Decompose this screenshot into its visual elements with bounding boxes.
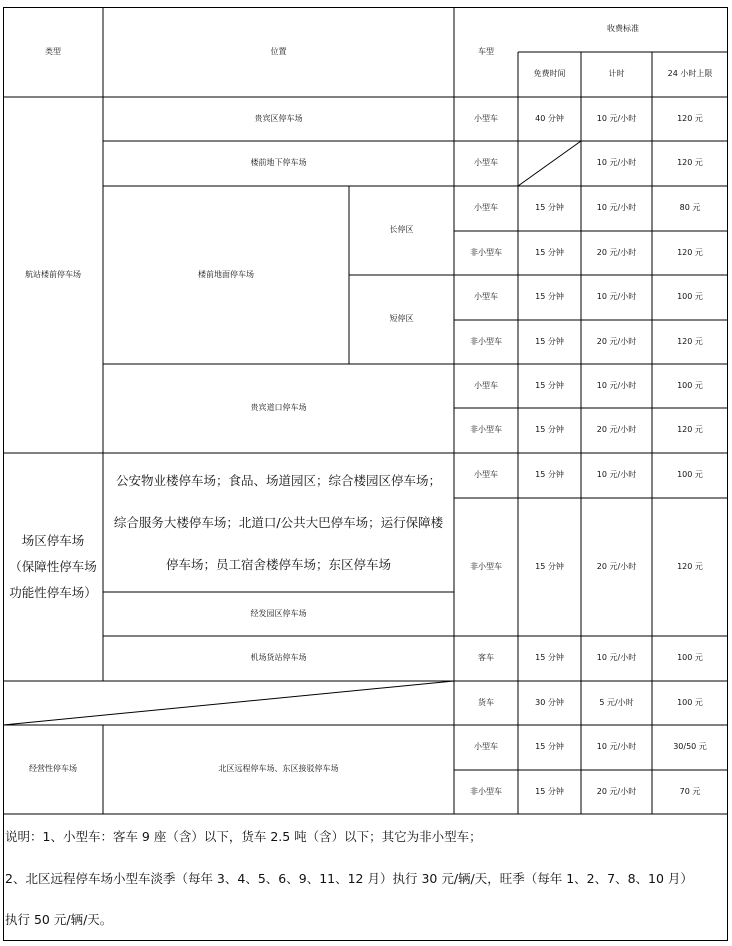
row-vehicle: 小型车 xyxy=(474,113,498,123)
row-vehicle: 小型车 xyxy=(474,158,498,168)
row-cap: 120 元 xyxy=(677,247,703,257)
row-free: 15 分钟 xyxy=(535,561,564,571)
group-area-line: 功能性停车场） xyxy=(9,585,97,600)
row-free: 15 分钟 xyxy=(535,247,564,257)
row-free: 15 分钟 xyxy=(535,292,564,302)
location-long-stay: 长停区 xyxy=(389,225,414,235)
location-underground: 楼前地下停车场 xyxy=(250,158,307,168)
row-rate: 10 元/小时 xyxy=(596,380,637,390)
group-terminal: 航站楼前停车场 xyxy=(25,269,81,279)
row-rate: 10 元/小时 xyxy=(596,203,637,213)
row-rate: 10 元/小时 xyxy=(596,292,637,302)
row-vehicle: 小型车 xyxy=(474,292,498,302)
row-rate: 10 元/小时 xyxy=(596,470,637,480)
location-area-line: 公安物业楼停车场；食品、场道园区；综合楼园区停车场； xyxy=(115,472,441,488)
row-free: 15 分钟 xyxy=(535,786,564,796)
location-vip-road: 贵宾道口停车场 xyxy=(250,403,307,413)
row-rate: 10 元/小时 xyxy=(596,653,637,663)
location-area-list xyxy=(103,453,454,592)
header-billing: 计时 xyxy=(608,69,625,79)
row-vehicle: 非小型车 xyxy=(470,561,502,571)
row-rate: 20 元/小时 xyxy=(596,247,637,257)
row-free: 15 分钟 xyxy=(535,425,564,435)
row-cap: 100 元 xyxy=(677,653,703,663)
row-free: 15 分钟 xyxy=(535,653,564,663)
row-vehicle: 非小型车 xyxy=(470,336,502,346)
row-vehicle: 小型车 xyxy=(474,470,498,480)
row-vehicle: 小型车 xyxy=(474,380,498,390)
location-north-east: 北区远程停车场、东区接驳停车场 xyxy=(218,764,339,774)
group-area xyxy=(3,453,103,681)
row-cap: 100 元 xyxy=(677,380,703,390)
row-vehicle: 非小型车 xyxy=(470,786,502,796)
row-vehicle: 客车 xyxy=(478,653,494,663)
row-free: 15 分钟 xyxy=(535,336,564,346)
row-cap: 30/50 元 xyxy=(673,742,707,752)
group-commercial: 经营性停车场 xyxy=(29,764,77,774)
row-vehicle: 小型车 xyxy=(474,742,498,752)
location-short-stay: 短停区 xyxy=(389,314,414,324)
location-jingfa: 经发园区停车场 xyxy=(250,608,307,618)
fee-table xyxy=(3,7,728,941)
row-cap: 100 元 xyxy=(677,697,703,707)
row-rate: 10 元/小时 xyxy=(596,158,637,168)
row-rate: 20 元/小时 xyxy=(596,561,637,571)
location-vip-area: 贵宾区停车场 xyxy=(254,113,303,123)
row-free: 30 分钟 xyxy=(535,697,564,707)
row-cap: 120 元 xyxy=(677,336,703,346)
row-cap: 70 元 xyxy=(679,786,701,796)
row-vehicle: 非小型车 xyxy=(470,247,502,257)
row-cap: 120 元 xyxy=(677,158,703,168)
row-cap: 120 元 xyxy=(677,561,703,571)
header-free-time: 免费时间 xyxy=(533,69,566,79)
group-area-line: 场区停车场 xyxy=(21,533,85,548)
row-rate: 10 元/小时 xyxy=(596,113,637,123)
row-cap: 100 元 xyxy=(677,470,703,480)
row-rate: 20 元/小时 xyxy=(596,425,637,435)
row-free: 15 分钟 xyxy=(535,742,564,752)
location-cargo-station: 机场货站停车场 xyxy=(250,653,307,663)
row-cap: 100 元 xyxy=(677,292,703,302)
row-vehicle: 小型车 xyxy=(474,203,498,213)
row-cap: 120 元 xyxy=(677,425,703,435)
note-line: 说明：1、小型车：客车 9 座（含）以下，货车 2.5 吨（含）以下；其它为非小型车； xyxy=(5,829,482,844)
row-vehicle: 货车 xyxy=(478,697,494,707)
header-fee-standard: 收费标准 xyxy=(607,24,639,34)
group-area-line: （保障性停车场 xyxy=(9,559,97,574)
row-cap: 80 元 xyxy=(679,203,701,213)
row-free: 15 分钟 xyxy=(535,380,564,390)
row-cap: 120 元 xyxy=(677,113,703,123)
row-free: 15 分钟 xyxy=(535,470,564,480)
row-free: 15 分钟 xyxy=(535,203,564,213)
row-rate: 5 元/小时 xyxy=(599,697,634,707)
note-line: 执行 50 元/辆/天。 xyxy=(5,912,113,927)
row-free: 40 分钟 xyxy=(535,113,564,123)
location-area-line: 停车场；员工宿舍楼停车场；东区停车场 xyxy=(165,556,391,572)
location-area-line: 综合服务大楼停车场；北道口/公共大巴停车场；运行保障楼 xyxy=(113,514,444,530)
header-vehicle: 车型 xyxy=(478,46,494,56)
row-rate: 20 元/小时 xyxy=(596,786,637,796)
location-ground: 楼前地面停车场 xyxy=(198,269,254,279)
row-rate: 10 元/小时 xyxy=(596,742,637,752)
note-line: 2、北区远程停车场小型车淡季（每年 3、4、5、6、9、11、12 月）执行 30 元/辆/天，旺季（每年 1、2、7、8、10 月） xyxy=(5,871,693,886)
row-vehicle: 非小型车 xyxy=(470,425,502,435)
header-type: 类型 xyxy=(45,46,61,56)
header-cap: 24 小时上限 xyxy=(667,69,713,79)
header-location: 位置 xyxy=(270,46,287,56)
row-rate: 20 元/小时 xyxy=(596,336,637,346)
